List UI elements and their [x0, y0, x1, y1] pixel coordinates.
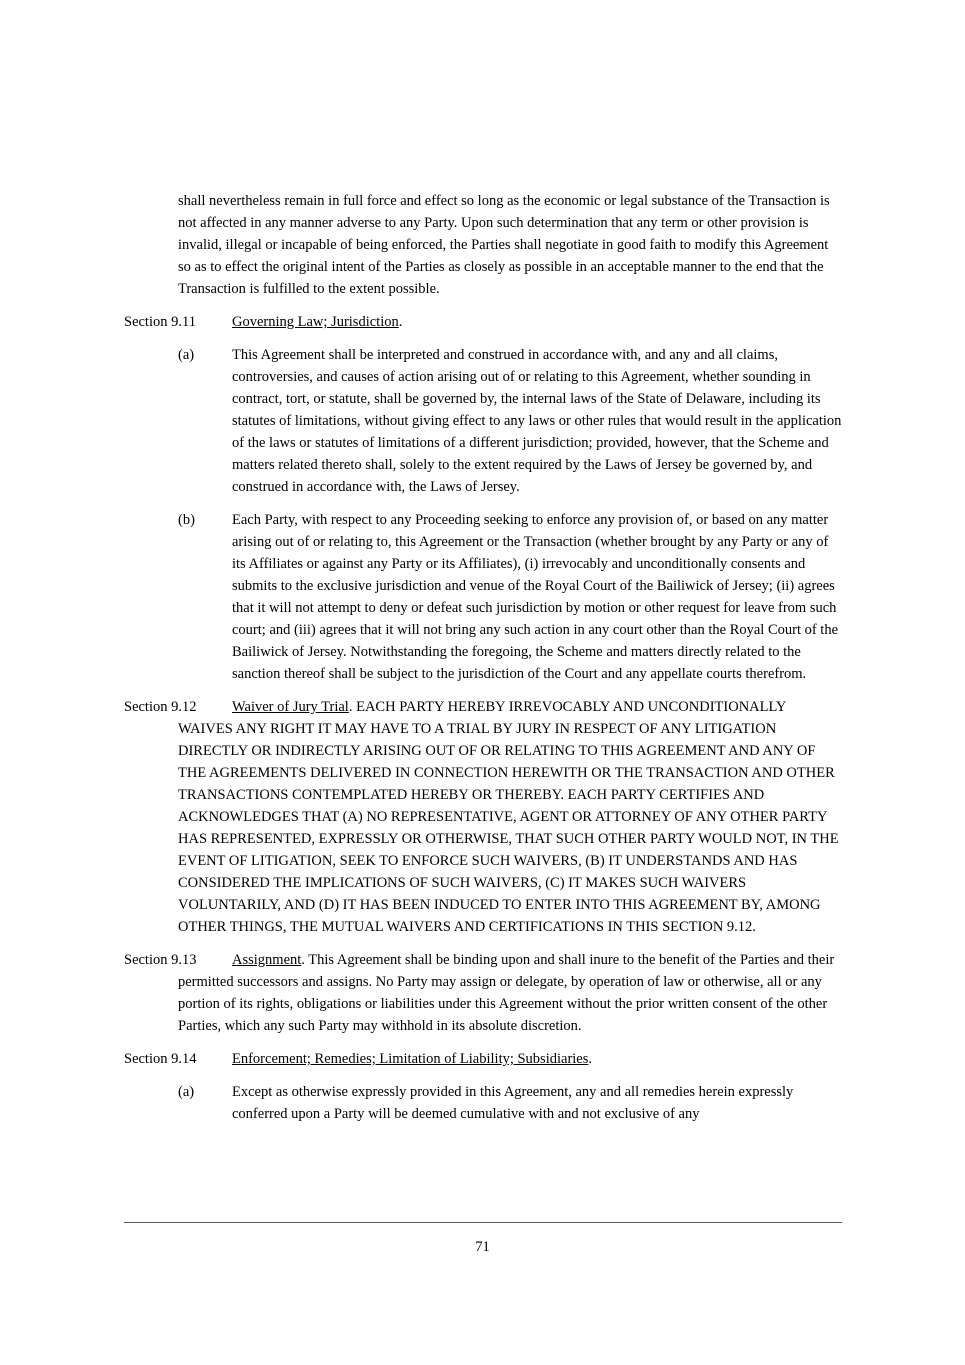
- section-body: EACH PARTY HEREBY IRREVOCABLY AND UNCONDITIONALLY WAIVES ANY RIGHT IT MAY HAVE TO A TRIAL BY JURY IN RESPECT OF ANY LITIGATION DIRECTLY OR INDIRECTLY ARISING OUT OF OR RELATING TO THIS AGREEMENT AND ANY OF THE AGREEMENTS DELIVERED IN CONNECTION HEREWITH OR THE TRANSACTION AND OTHER TRANSACTIONS CONTEMPLATED HEREBY OR THEREBY. EACH PARTY CERTIFIES AND ACKNOWLEDGES THAT (A) NO REPRESENTATIVE, AGENT OR ATTORNEY OF ANY OTHER PARTY HAS REPRESENTED, EXPRESSLY OR OTHERWISE, THAT SUCH OTHER PARTY WOULD NOT, IN THE EVENT OF LITIGATION, SEEK TO ENFORCE SUCH WAIVERS, (B) IT UNDERSTANDS AND HAS CONSIDERED THE IMPLICATIONS OF SUCH WAIVERS, (C) IT MAKES SUCH WAIVERS VOLUNTARILY, AND (D) IT HAS BEEN INDUCED TO ENTER INTO THIS AGREEMENT BY, AMONG OTHER THINGS, THE MUTUAL WAIVERS AND CERTIFICATIONS IN THIS SECTION 9.12.: [178, 699, 839, 935]
- footer-divider: [124, 1222, 842, 1223]
- section-title-period: .: [588, 1051, 593, 1067]
- page-content: [124, 190, 842, 1136]
- section-label: Section 9.12: [124, 699, 197, 715]
- section-label: Section 9.13: [124, 952, 197, 968]
- section-label: Section 9.11: [124, 314, 196, 330]
- section-title: Enforcement; Remedies; Limitation of Liability; Subsidiaries: [232, 1051, 589, 1067]
- intro-paragraph: shall nevertheless remain in full force and effect so long as the economic or legal substance of the Transaction is not affected in any manner adverse to any Party. Upon such determination that any term or other provision is invalid, illegal or incapable of being enforced, the Parties shall negotiate in good faith to modify this Agreement so as to effect the original intent of the Parties as closely as possible in an acceptable manner to the end that the Transaction is fulfilled to the extent possible.: [178, 193, 830, 297]
- section-9-14-heading: [124, 1048, 842, 1070]
- section-title-period: .: [301, 952, 305, 968]
- section-9-13-paragraph: [124, 949, 842, 1037]
- subsection-text: Each Party, with respect to any Proceeding seeking to enforce any provision of, or based on any matter arising out of or relating to, this Agreement or the Transaction (whether brought by any Party or any of its Affiliates or against any Party or its Affiliates), (i) irrevocably and unconditionally consents and submits to the exclusive jurisdiction and venue of the Royal Court of the Bailiwick of Jersey; (ii) agrees that it will not attempt to deny or defeat such jurisdiction by motion or other request for leave from such court; and (iii) agrees that it will not bring any such action in any court other than the Royal Court of the Bailiwick of Jersey. Notwithstanding the foregoing, the Scheme and matters directly related to the sanction thereof shall be subject to the jurisdiction of the Court and any appellate courts therefrom.: [232, 512, 839, 682]
- section-title-period: .: [398, 314, 403, 330]
- section-title: Waiver of Jury Trial: [232, 699, 349, 715]
- subsection-text: This Agreement shall be interpreted and construed in accordance with, and any and all claims, controversies, and causes of action arising out of or relating to this Agreement, whether sounding in contract, tort, or statute, shall be governed by, the internal laws of the State of Delaware, including its statutes of limitations, without giving effect to any laws or other rules that would result in the application of the laws or statutes of limitations of a different jurisdiction; provided, however, that the Scheme and matters related thereto shall, solely to the extent required by the Laws of Jersey be governed by, and construed in accordance with, the Laws of Jersey.: [232, 347, 842, 495]
- subsection-label: (a): [178, 347, 195, 363]
- section-title: Assignment: [232, 952, 302, 968]
- section-title-period: .: [348, 699, 353, 715]
- subsection-9-14-a: [178, 1081, 842, 1125]
- section-title: Governing Law; Jurisdiction: [232, 314, 399, 330]
- section-label: Section 9.14: [124, 1051, 197, 1067]
- subsection-label: (a): [178, 1084, 195, 1100]
- subsection-text: Except as otherwise expressly provided in this Agreement, any and all remedies herein expressly conferred upon a Party will be deemed cumulative with and not exclusive of any: [232, 1084, 794, 1122]
- section-body: This Agreement shall be binding upon and shall inure to the benefit of the Parties and their permitted successors and assigns. No Party may assign or delegate, by operation of law or otherwise, all or any portion of its rights, obligations or liabilities under this Agreement without the prior written consent of the other Parties, which any such Party may withhold in its absolute discretion.: [178, 952, 835, 1034]
- subsection-label: (b): [178, 512, 195, 528]
- section-9-12-paragraph: [124, 696, 842, 938]
- subsection-9-11-b: [178, 509, 842, 685]
- subsection-9-11-a: [178, 344, 842, 498]
- page-number: 71: [475, 1239, 490, 1255]
- section-9-11-heading: [124, 311, 842, 333]
